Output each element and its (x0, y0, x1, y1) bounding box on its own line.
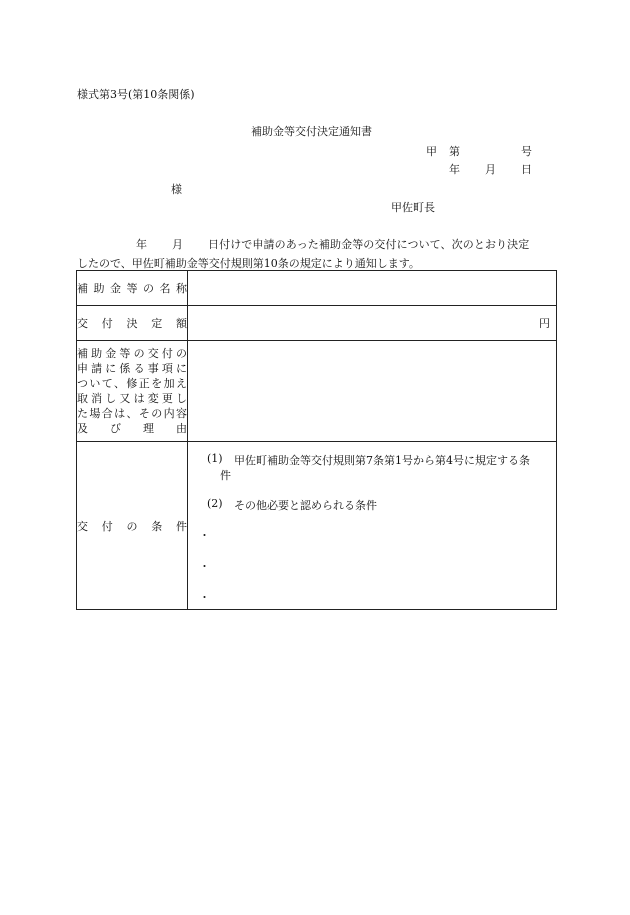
condition-1-text: 甲佐町補助金等交付規則第7条第1号から第4号に規定する条 (234, 454, 530, 467)
date-day: 日 (521, 163, 532, 176)
table-row-subsidy-name (77, 271, 557, 306)
reference-dai: 第 (449, 145, 460, 158)
sender: 甲佐町長 (391, 201, 435, 214)
condition-bullet: ・ (199, 529, 210, 542)
label-subsidy-name: 補助金等の名称 (77, 271, 188, 306)
date-month: 月 (485, 163, 496, 176)
value-modification (188, 341, 557, 442)
value-decision-amount: 円 (188, 306, 557, 341)
label-conditions: 交付の条件 (77, 442, 188, 610)
condition-bullet: ・ (199, 560, 210, 573)
table-row-modification (77, 341, 557, 442)
body-month: 月 (172, 238, 183, 251)
addressee-suffix: 様 (171, 183, 182, 196)
condition-bullet: ・ (199, 591, 210, 604)
condition-1-cont: 件 (220, 469, 231, 482)
condition-1-number: (1) (207, 452, 223, 465)
condition-2-text: その他必要と認められる条件 (234, 499, 377, 512)
body-line2: したので、甲佐町補助金等交付規則第10条の規定により通知します。 (77, 257, 420, 270)
decision-table (76, 270, 557, 610)
label-decision-amount: 交付決定額 (77, 306, 188, 341)
body-line1: 日付けで申請のあった補助金等の交付について、次のとおり決定 (208, 238, 530, 251)
form-number: 様式第3号(第10条関係) (77, 88, 195, 101)
reference-go: 号 (521, 145, 532, 158)
value-subsidy-name (188, 271, 557, 306)
reference-prefix: 甲 (426, 145, 437, 158)
table-row-decision-amount (77, 306, 557, 341)
date-year: 年 (449, 163, 460, 176)
label-modification: 補助金等の交付の 申請に係る事項に ついて、修正を加え 取消し又は変更し た場合は、その内容 及び理由 (77, 341, 188, 442)
document-title: 補助金等交付決定通知書 (251, 125, 372, 138)
condition-2-number: (2) (207, 497, 223, 510)
body-year: 年 (136, 238, 147, 251)
